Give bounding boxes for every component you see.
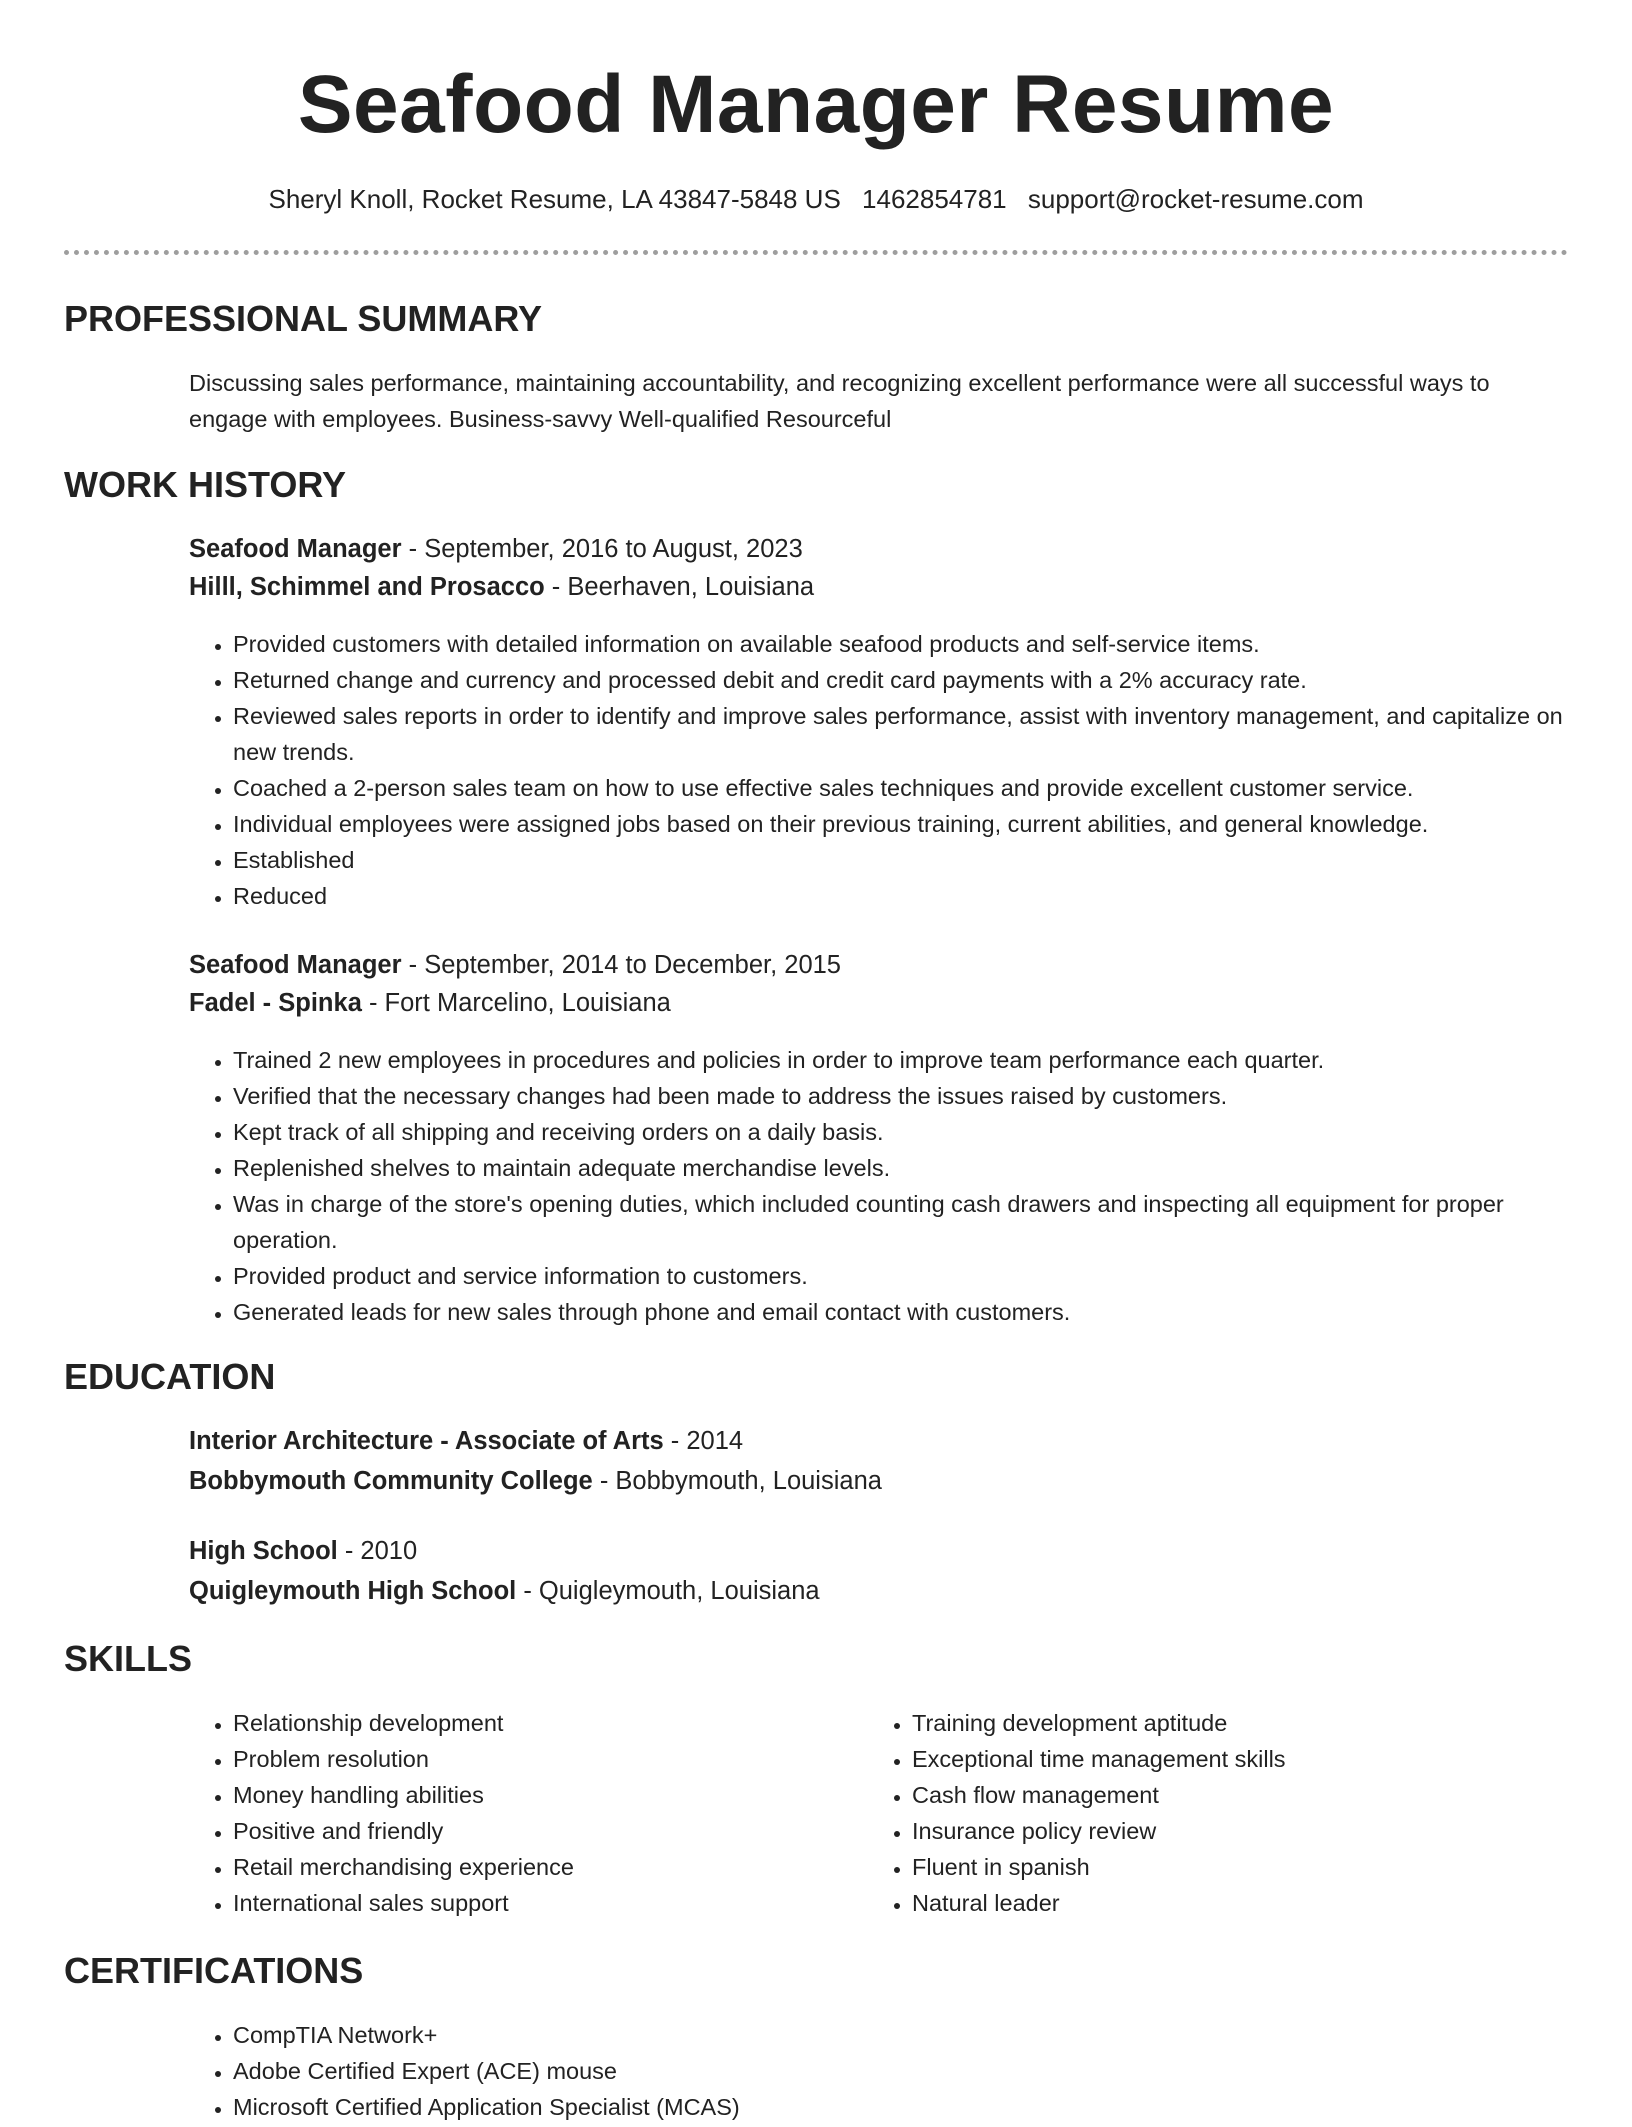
job-2-company-line xyxy=(189,989,671,1018)
list-item: • Fluent in spanish xyxy=(912,1849,1592,1885)
list-item: • Was in charge of the store's opening duties, which included counting cash drawers and inspecting all equipment for proper operation. xyxy=(233,1186,1593,1258)
certifications-heading: CERTIFICATIONS xyxy=(64,1950,364,1991)
list-item: • CompTIA Network+ xyxy=(233,2017,1593,2053)
contact-info xyxy=(0,184,1632,215)
list-item: • Generated leads for new sales through phone and email contact with customers. xyxy=(233,1294,1593,1330)
list-item: • Microsoft Certified Application Specialist (MCAS) xyxy=(233,2089,1593,2125)
list-item: • Retail merchandising experience xyxy=(233,1849,853,1885)
list-item: • Problem resolution xyxy=(233,1741,853,1777)
list-item: • Insurance policy review xyxy=(912,1813,1592,1849)
list-item: • Coached a 2-person sales team on how to use effective sales techniques and provide excellent customer service. xyxy=(233,770,1593,806)
list-item: • Adobe Certified Expert (ACE) mouse xyxy=(233,2053,1593,2089)
job-company: Fadel - Spinka xyxy=(189,989,362,1017)
edu-degree: High School xyxy=(189,1537,338,1565)
edu-year: - 2010 xyxy=(337,1537,418,1565)
job-dates: - September, 2016 to August, 2023 xyxy=(401,535,803,563)
summary-heading: PROFESSIONAL SUMMARY xyxy=(64,298,543,339)
list-item: • Positive and friendly xyxy=(233,1813,853,1849)
contact-phone: 1462854781 xyxy=(862,184,1007,214)
edu-2-degree-line xyxy=(189,1537,417,1566)
list-item: • Trained 2 new employees in procedures and policies in order to improve team performance each quarter. xyxy=(233,1042,1593,1078)
list-item: • Natural leader xyxy=(912,1885,1592,1921)
job-dates: - September, 2014 to December, 2015 xyxy=(401,951,841,979)
job-2-title-line xyxy=(189,951,841,980)
edu-1-degree-line xyxy=(189,1427,743,1456)
list-item: • Returned change and currency and processed debit and credit card payments with a 2% accuracy rate. xyxy=(233,662,1593,698)
skills-heading: SKILLS xyxy=(64,1638,193,1679)
skills-list-right xyxy=(868,1705,1592,1921)
job-location: - Fort Marcelino, Louisiana xyxy=(361,989,671,1017)
list-item: • Replenished shelves to maintain adequate merchandise levels. xyxy=(233,1150,1593,1186)
job-1-bullets xyxy=(189,626,1593,914)
header-divider xyxy=(64,250,1568,255)
list-item: • Provided product and service information to customers. xyxy=(233,1258,1593,1294)
list-item: • Exceptional time management skills xyxy=(912,1741,1592,1777)
list-item: • Training development aptitude xyxy=(912,1705,1592,1741)
list-item: • Money handling abilities xyxy=(233,1777,853,1813)
job-1-company-line xyxy=(189,573,814,602)
contact-address: Sheryl Knoll, Rocket Resume, LA 43847-5848 US xyxy=(268,184,841,214)
list-item: • Cash flow management xyxy=(912,1777,1592,1813)
edu-school: Quigleymouth High School xyxy=(189,1577,517,1605)
education-heading: EDUCATION xyxy=(64,1356,276,1397)
edu-school: Bobbymouth Community College xyxy=(189,1467,593,1495)
edu-2-school-line xyxy=(189,1577,820,1606)
edu-1-school-line xyxy=(189,1467,882,1496)
contact-email: support@rocket-resume.com xyxy=(1027,184,1364,214)
job-2-bullets xyxy=(189,1042,1593,1330)
list-item: • Individual employees were assigned jobs based on their previous training, current abilities, and general knowledge. xyxy=(233,806,1593,842)
list-item: • Verified that the necessary changes had been made to address the issues raised by customers. xyxy=(233,1078,1593,1114)
job-company: Hilll, Schimmel and Prosacco xyxy=(189,573,545,601)
list-item: • Provided customers with detailed information on available seafood products and self-service items. xyxy=(233,626,1593,662)
edu-degree: Interior Architecture - Associate of Arts xyxy=(189,1427,664,1455)
list-item: • Established xyxy=(233,842,1593,878)
job-title: Seafood Manager xyxy=(189,535,402,563)
work-history-heading: WORK HISTORY xyxy=(64,464,347,505)
list-item: • Reviewed sales reports in order to identify and improve sales performance, assist with inventory management, and capitalize on new trends. xyxy=(233,698,1593,770)
edu-location: - Bobbymouth, Louisiana xyxy=(592,1467,882,1495)
summary-text: Discussing sales performance, maintaining accountability, and recognizing excellent performance were all successful ways to engage with employees. Business-savvy Well-qualified Resourceful xyxy=(189,370,1490,432)
certifications-list xyxy=(189,2017,1593,2125)
list-item: • Reduced xyxy=(233,878,1593,914)
skills-list-left xyxy=(189,1705,853,1921)
list-item: • International sales support xyxy=(233,1885,853,1921)
edu-year: - 2014 xyxy=(663,1427,744,1455)
job-location: - Beerhaven, Louisiana xyxy=(544,573,815,601)
edu-location: - Quigleymouth, Louisiana xyxy=(516,1577,820,1605)
list-item: • Kept track of all shipping and receiving orders on a daily basis. xyxy=(233,1114,1593,1150)
job-1-title-line xyxy=(189,535,803,564)
page-title: Seafood Manager Resume xyxy=(297,59,1335,150)
list-item: • Relationship development xyxy=(233,1705,853,1741)
job-title: Seafood Manager xyxy=(189,951,402,979)
